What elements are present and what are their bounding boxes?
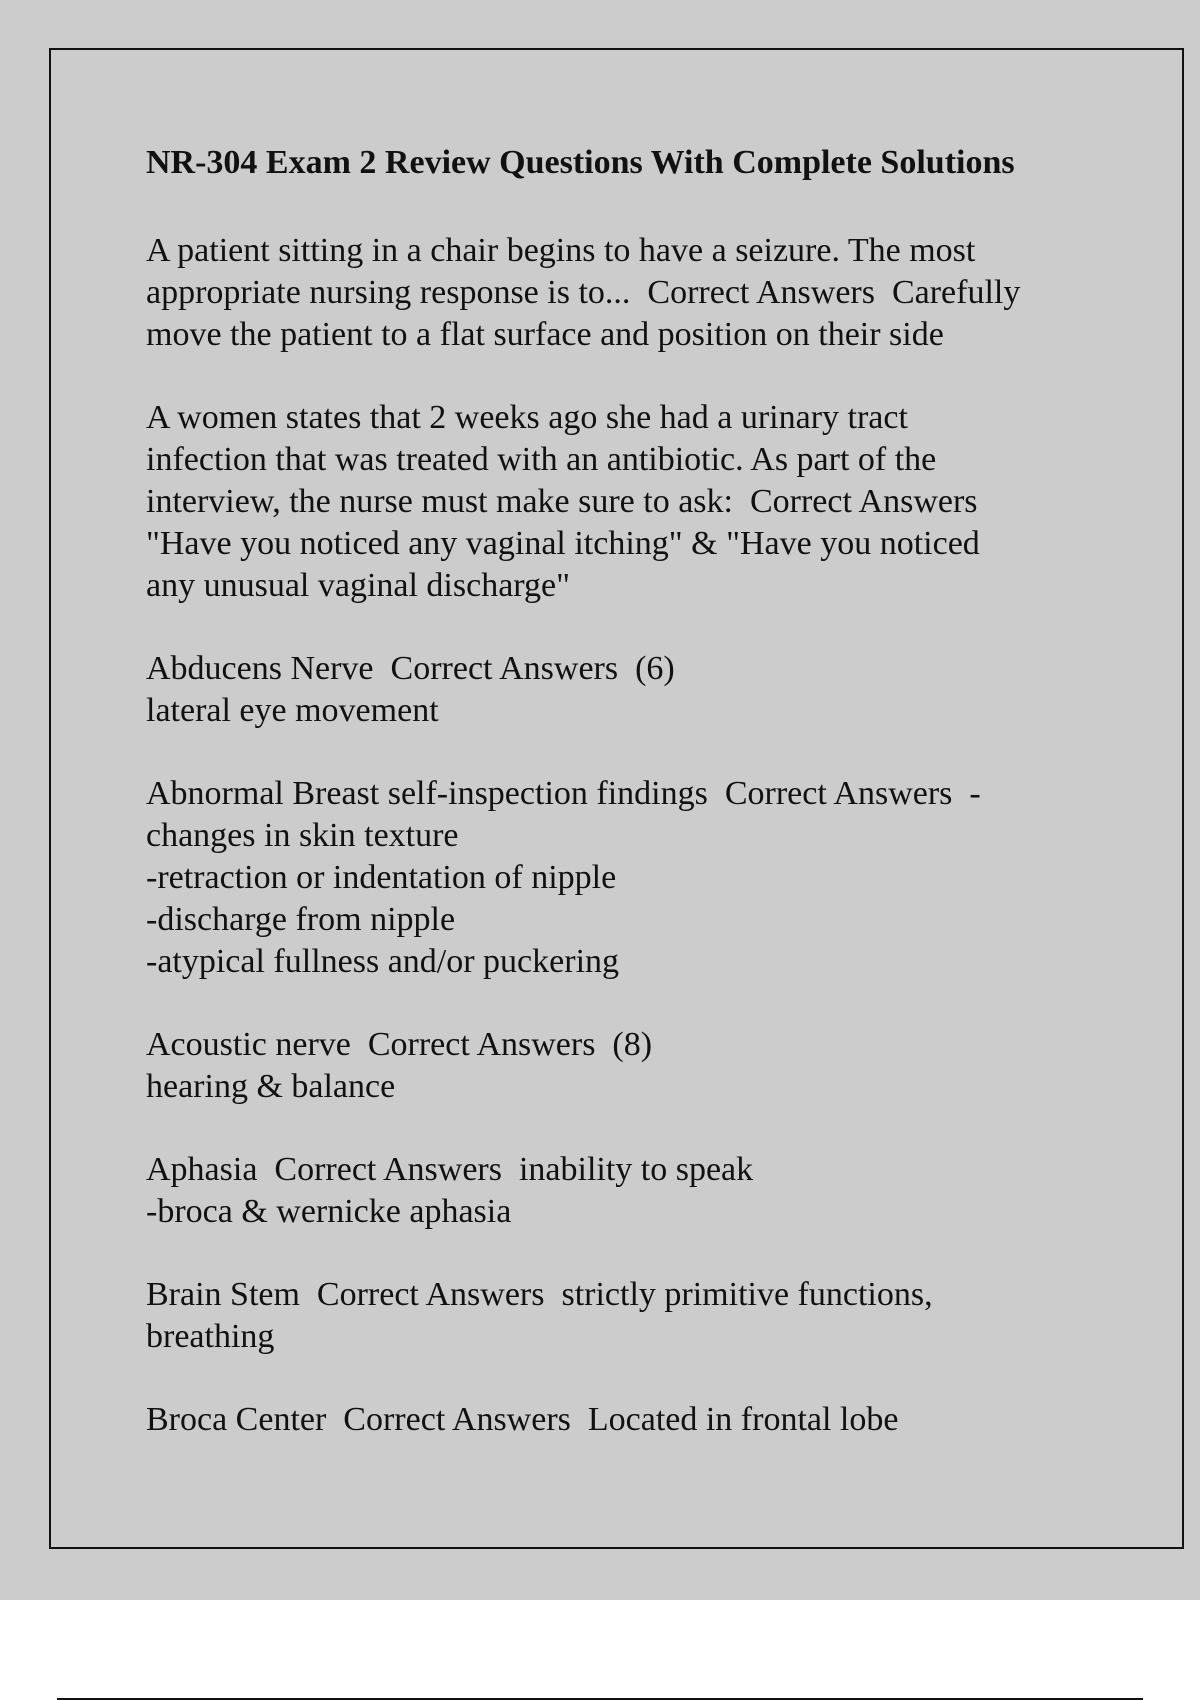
qa-line: A patient sitting in a chair begins to have a seizure. The most	[146, 232, 976, 269]
qa-line: breathing	[146, 1318, 275, 1355]
qa-line: "Have you noticed any vaginal itching" & "Have you noticed	[146, 525, 980, 562]
qa-line: -discharge from nipple	[146, 901, 456, 938]
qa-line: move the patient to a flat surface and position on their side	[146, 316, 944, 353]
qa-line: -retraction or indentation of nipple	[146, 859, 617, 896]
qa-item-seizure-response	[146, 230, 1106, 356]
document-title: NR-304 Exam 2 Review Questions With Complete Solutions	[146, 144, 1015, 181]
qa-item-acoustic-nerve	[146, 1024, 1106, 1108]
qa-line: lateral eye movement	[146, 692, 439, 729]
qa-item-broca-center	[146, 1399, 1106, 1441]
qa-line: any unusual vaginal discharge"	[146, 567, 570, 604]
qa-line: changes in skin texture	[146, 817, 459, 854]
qa-line: infection that was treated with an antibiotic. As part of the	[146, 441, 937, 478]
qa-item-uti-interview	[146, 397, 1106, 607]
qa-item-brain-stem	[146, 1274, 1106, 1358]
qa-line: -broca & wernicke aphasia	[146, 1193, 512, 1230]
qa-item-breast-inspection	[146, 773, 1106, 983]
qa-item-abducens-nerve	[146, 648, 1106, 732]
qa-line: appropriate nursing response is to... Correct Answers Carefully	[146, 274, 1021, 311]
qa-line: hearing & balance	[146, 1068, 396, 1105]
qa-line: A women states that 2 weeks ago she had a urinary tract	[146, 399, 908, 436]
qa-line: -atypical fullness and/or puckering	[146, 943, 620, 980]
qa-list	[146, 230, 1106, 1482]
qa-line: Aphasia Correct Answers inability to speak	[146, 1151, 754, 1188]
qa-line: Abnormal Breast self-inspection findings Correct Answers -	[146, 775, 981, 812]
qa-line: interview, the nurse must make sure to ask: Correct Answers	[146, 483, 978, 520]
qa-line: Broca Center Correct Answers Located in frontal lobe	[146, 1401, 899, 1438]
qa-line: Acoustic nerve Correct Answers (8)	[146, 1026, 653, 1063]
qa-item-aphasia	[146, 1149, 1106, 1233]
qa-line: Abducens Nerve Correct Answers (6)	[146, 650, 675, 687]
qa-line: Brain Stem Correct Answers strictly primitive functions,	[146, 1276, 933, 1313]
